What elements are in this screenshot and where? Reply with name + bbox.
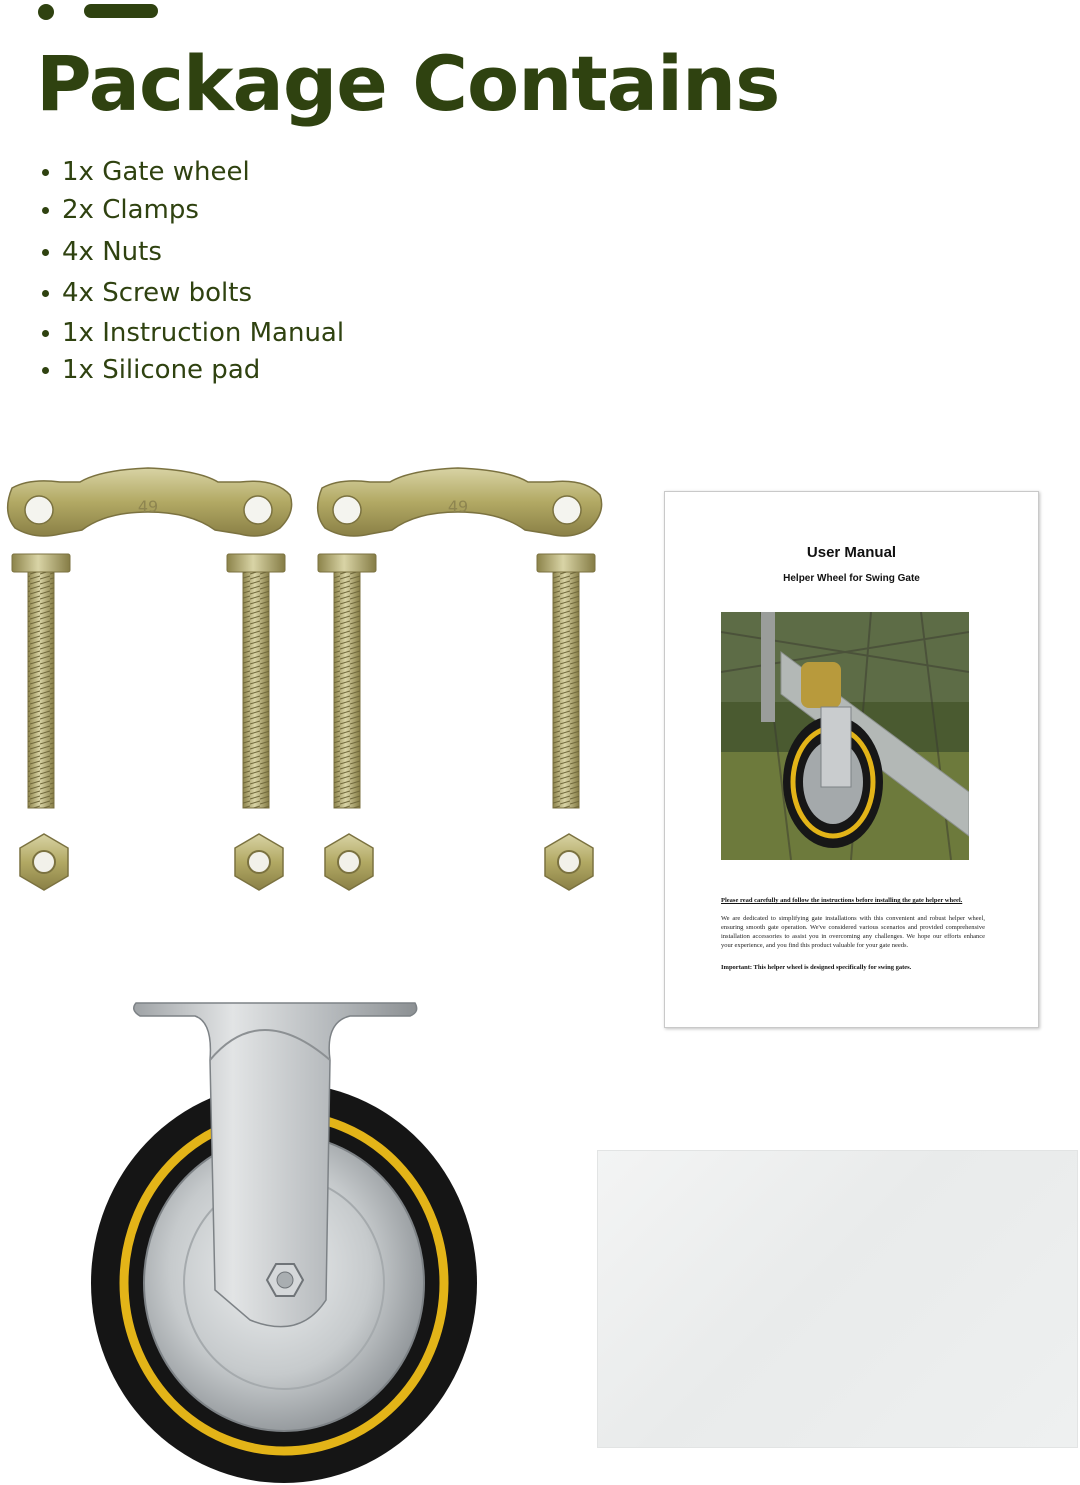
page-title: Package Contains — [36, 39, 780, 128]
bolt-4 — [537, 554, 595, 808]
nut-4 — [545, 834, 593, 890]
manual-important: Important: This helper wheel is designed specifically for swing gates. — [721, 964, 912, 971]
list-item: 1x Instruction Manual — [40, 313, 344, 353]
nut-3 — [325, 834, 373, 890]
clamp-2 — [318, 468, 602, 536]
instruction-manual — [664, 491, 1039, 1028]
bolt-2 — [227, 554, 285, 808]
list-item: 2x Clamps — [40, 190, 344, 230]
clamp-mark: 49 — [137, 497, 159, 516]
clamp-mark: 49 — [447, 497, 469, 516]
manual-heading: Please read carefully and follow the instructions before installing the gate helper wheel. — [721, 897, 963, 904]
manual-subtitle: Helper Wheel for Swing Gate — [783, 573, 920, 584]
gate-wheel — [91, 1003, 477, 1483]
manual-title: User Manual — [806, 544, 897, 561]
bolt-1 — [12, 554, 70, 808]
nut-2 — [235, 834, 283, 890]
bolt-3 — [318, 554, 376, 808]
clamp-1 — [8, 468, 292, 536]
list-item: 4x Nuts — [40, 232, 344, 272]
list-item: 1x Gate wheel — [40, 152, 344, 192]
silicone-pad — [597, 1150, 1078, 1448]
manual-body: We are dedicated to simplifying gate installations with this convenient and robust helper wheel, ensuring smooth gate operation. We've considered various scenarios and provided comprehensive installation accessories to assist you in overcoming any challenges. We hope our efforts enhance your experience, and you find this product valuable for your gate needs. — [721, 915, 985, 949]
list-item: 1x Silicone pad — [40, 350, 344, 390]
nut-1 — [20, 834, 68, 890]
manual-photo — [721, 612, 969, 860]
list-item: 4x Screw bolts — [40, 273, 344, 313]
